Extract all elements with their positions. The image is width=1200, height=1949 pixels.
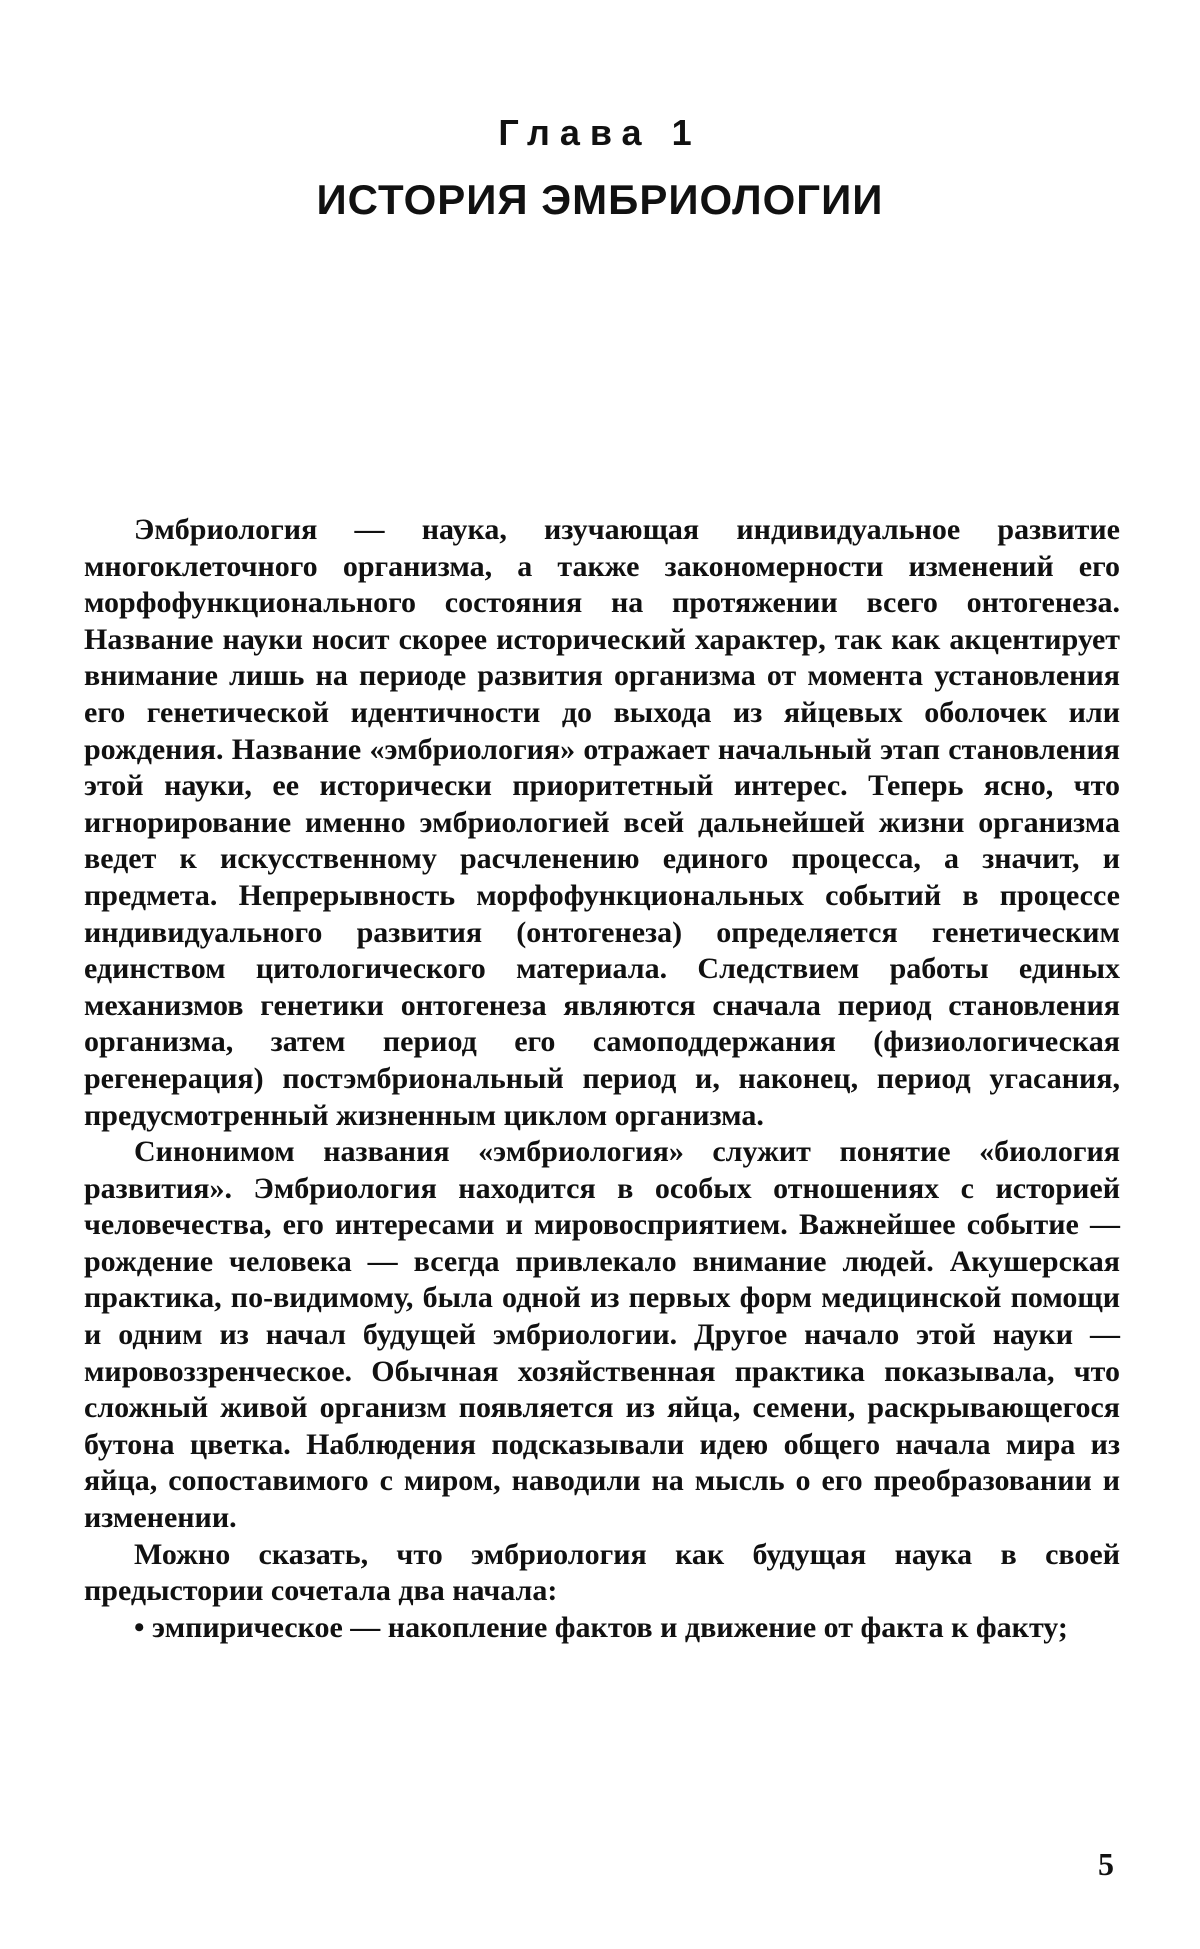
paragraph: Синонимом названия «эмбриология» служит понятие «биология развития». Эмбриология находится в особых отношениях с историей человечества, его интересами и мировосприятием. Важнейшее событие — рождение человека — всегда привлекало внимание людей. Акушерская практика, по-видимому, была одной из первых форм медицинской помощи и одним из начал будущей эмбриологии. Другое начало этой науки — мировоззренческое. Обычная хозяйственная практика показывала, что сложный живой организм появляется из яйца, семени, раскрывающегося бутона цветка. Наблюдения подсказывали идею общего начала мира из яйца, сопоставимого с миром, наводили на мысль о его преобразовании и изменении.: [84, 1135, 1120, 1535]
chapter-title: ИСТОРИЯ ЭМБРИОЛОГИИ: [316, 176, 884, 223]
paragraph: Эмбриология — наука, изучающая индивидуальное развитие многоклеточного организма, а также закономерности изменений его морфофункционального состояния на протяжении всего онтогенеза. Название науки носит скорее исторический характер, так как акцентирует внимание лишь на периоде развития организма от момента установления его генетической идентичности до выхода из яйцевых оболочек или рождения. Название «эмбриология» отражает начальный этап становления этой науки, ее исторически приоритетный интерес. Теперь ясно, что игнорирование именно эмбриологией всей дальнейшей жизни организма ведет к искусственному расчленению единого процесса, а значит, и предмета. Непрерывность морфофункциональных событий в процессе индивидуального развития (онтогенеза) определяется генетическим единством цитологического материала. Следствием работы единых механизмов генетики онтогенеза являются сначала период становления организма, затем период его самоподдержания (физиологическая регенерация) постэмбриональный период и, наконец, период угасания, предусмотренный жизненным циклом организма.: [84, 513, 1120, 1132]
page-number: 5: [1098, 1846, 1114, 1882]
bullet-item: • эмпирическое — накопление фактов и движение от факта к факту;: [134, 1610, 1068, 1644]
body-text: [84, 512, 1120, 1646]
chapter-label: Глава 1: [498, 112, 702, 153]
paragraph: Можно сказать, что эмбриология как будущая наука в своей предыстории сочетала два начала:: [84, 1537, 1120, 1608]
